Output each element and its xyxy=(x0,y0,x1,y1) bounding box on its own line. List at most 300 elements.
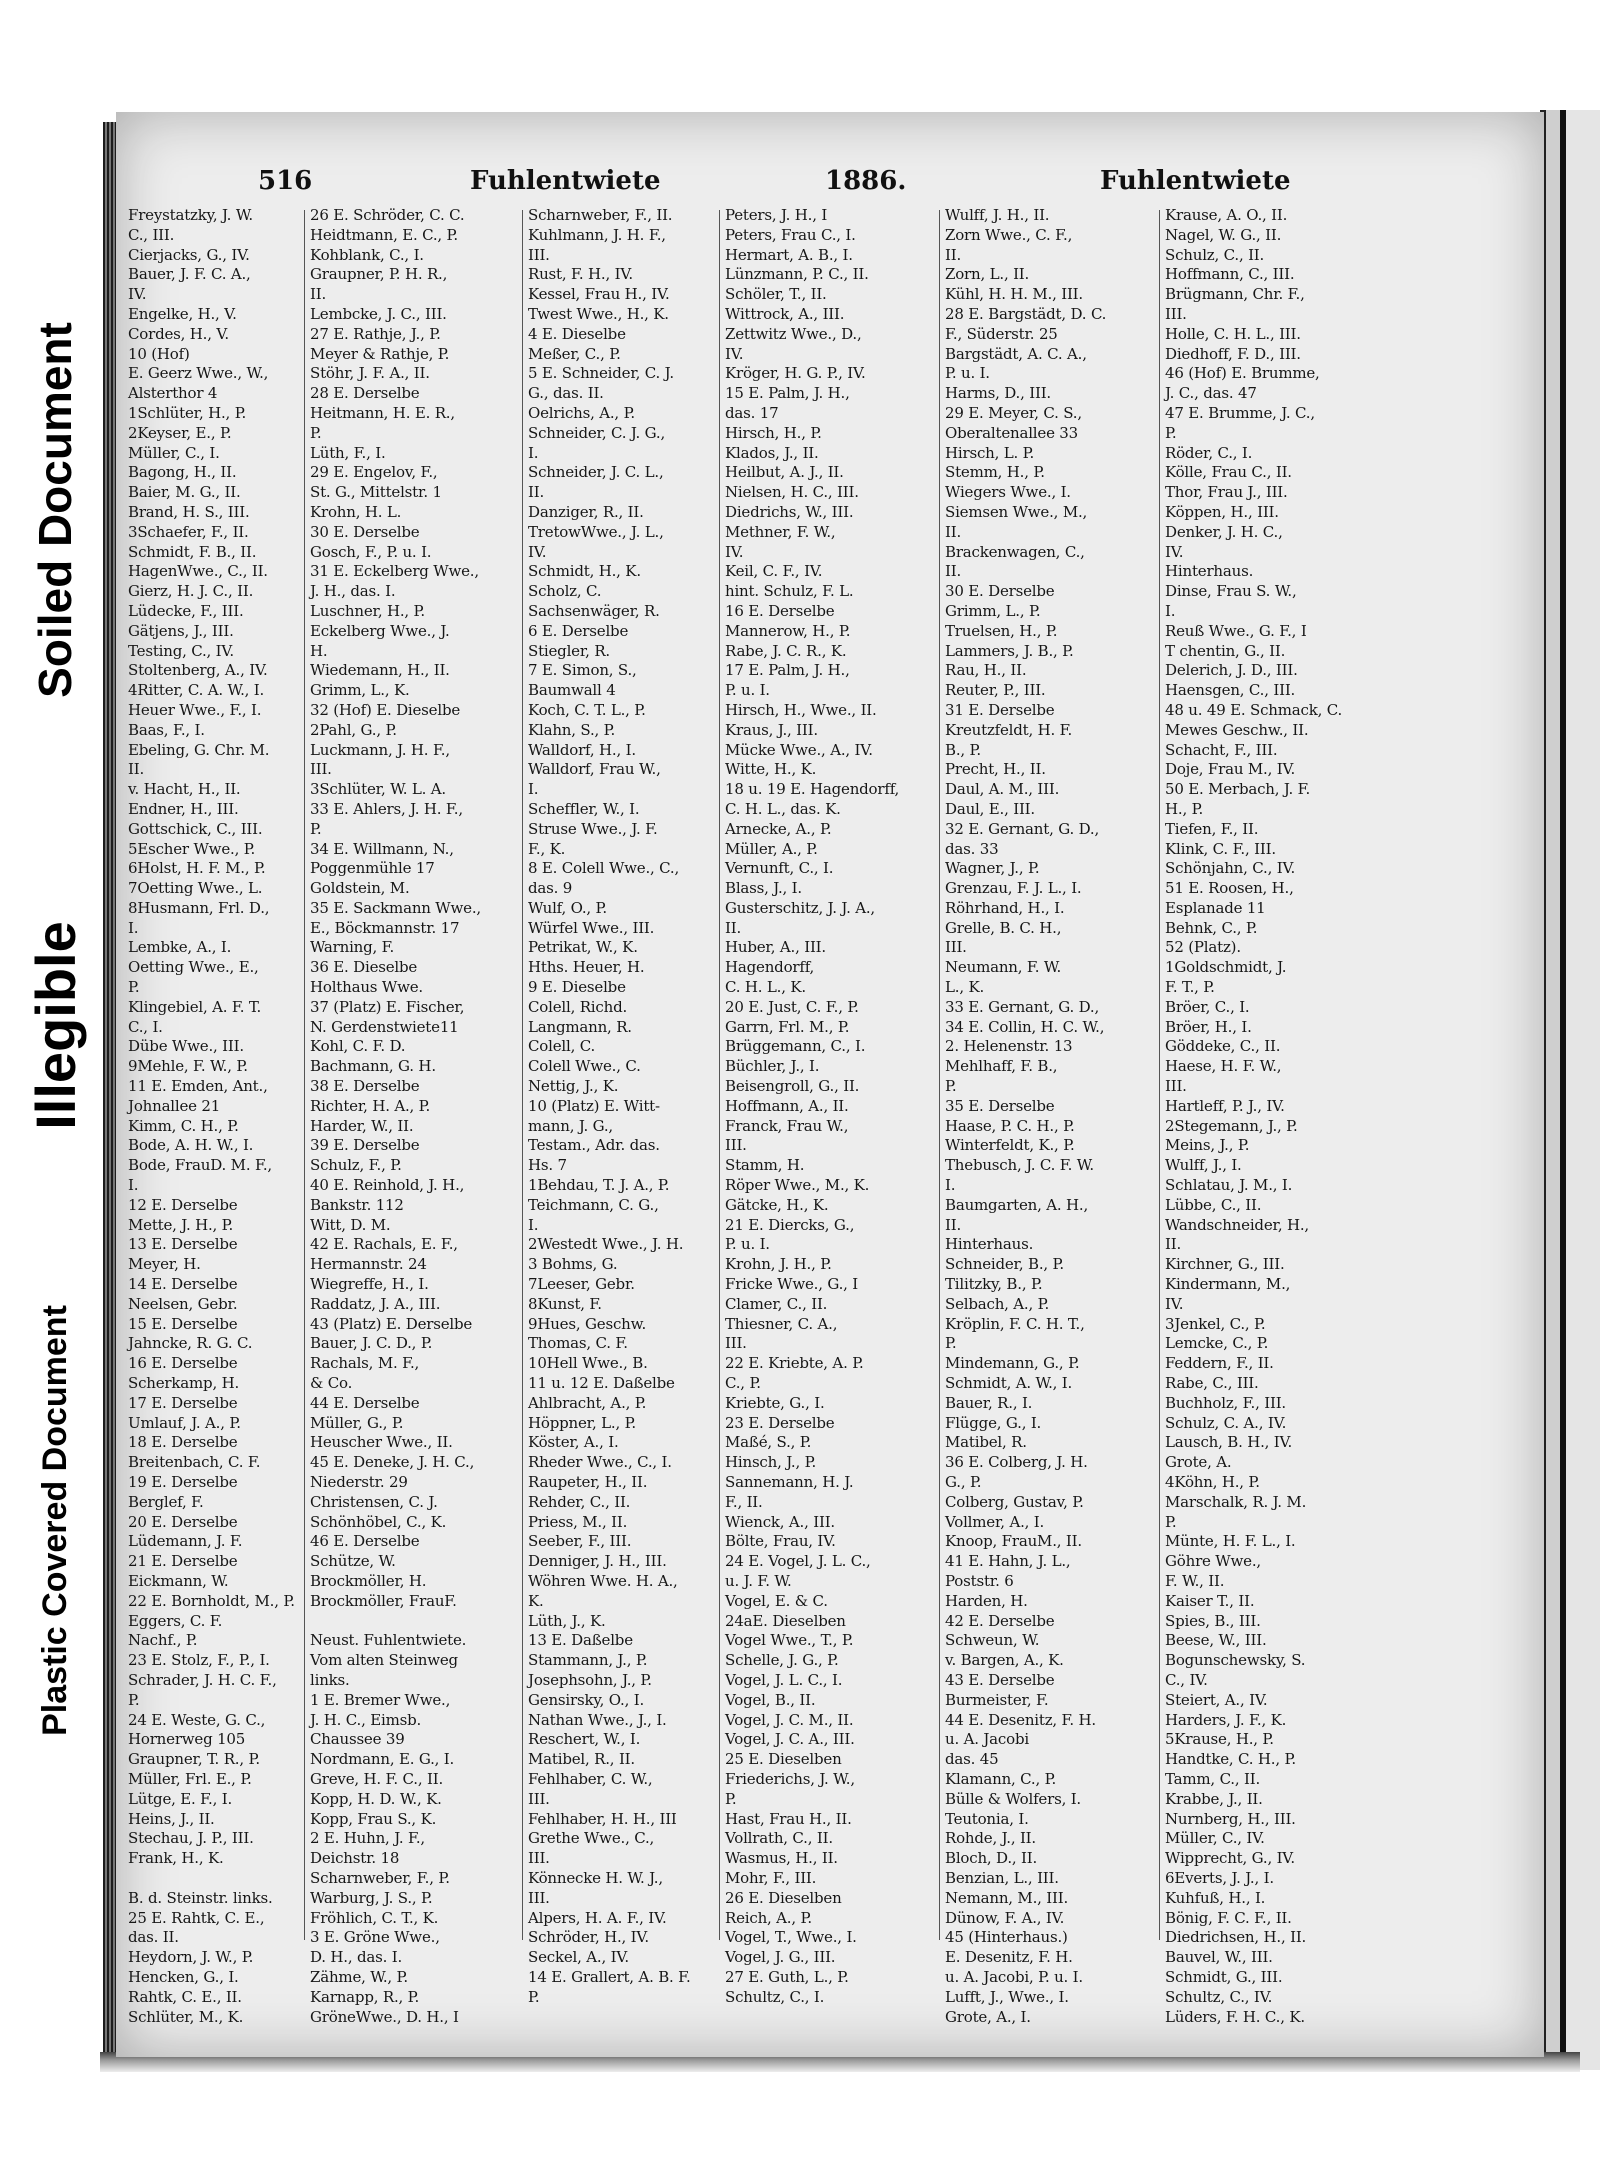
directory-entry: Thomas, C. F. xyxy=(528,1334,628,1353)
directory-entry: Klados, J., II. xyxy=(725,443,819,462)
directory-entry: III. xyxy=(528,1789,550,1808)
directory-entry: Eggers, C. F. xyxy=(128,1611,223,1630)
directory-entry: Meßer, C., P. xyxy=(528,344,621,363)
directory-entry: 13 E. Derselbe xyxy=(128,1235,238,1254)
directory-entry: II. xyxy=(725,918,742,937)
directory-entry: II. xyxy=(128,760,145,779)
directory-entry: IV. xyxy=(725,344,744,363)
directory-entry: Wienck, A., III. xyxy=(725,1512,835,1531)
directory-entry: I. xyxy=(528,443,539,462)
directory-entry: Frank, H., K. xyxy=(128,1849,224,1868)
directory-entry: 18 u. 19 E. Hagendorff, xyxy=(725,780,900,799)
directory-entry: Bauvel, W., III. xyxy=(1165,1948,1273,1967)
directory-entry: Colell, Richd. xyxy=(528,997,628,1016)
directory-entry: Berglef, F. xyxy=(128,1492,204,1511)
directory-entry: Schneider, J. C. L., xyxy=(528,463,664,482)
directory-entry: Reuß Wwe., G. F., I xyxy=(1165,621,1307,640)
directory-entry: E. Geerz Wwe., W., xyxy=(128,364,269,383)
directory-entry: Harden, H. xyxy=(945,1591,1028,1610)
directory-entry: 35 E. Sackmann Wwe., xyxy=(310,898,481,917)
directory-entry: II. xyxy=(310,285,327,304)
directory-entry: Scheffler, W., I. xyxy=(528,799,640,818)
directory-entry: 16 E. Derselbe xyxy=(128,1354,238,1373)
directory-entry: Nathan Wwe., J., I. xyxy=(528,1710,667,1729)
directory-entry: Teichmann, C. G., xyxy=(528,1195,659,1214)
directory-entry: Schmidt, H., K. xyxy=(528,562,641,581)
directory-entry: Nurnberg, H., III. xyxy=(1165,1809,1296,1828)
directory-entry: Karnapp, R., P. xyxy=(310,1987,420,2006)
column-rule xyxy=(522,210,523,1940)
directory-entry: Lütge, E. F., I. xyxy=(128,1789,233,1808)
directory-entry: 10 (Hof) xyxy=(128,344,190,363)
directory-entry: 2Stegemann, J., P. xyxy=(1165,1116,1298,1135)
directory-entry: Neelsen, Gebr. xyxy=(128,1294,238,1313)
directory-entry: 44 E. Desenitz, F. H. xyxy=(945,1710,1097,1729)
directory-entry: 3 E. Gröne Wwe., xyxy=(310,1928,440,1947)
directory-entry: Kuhlmann, J. H. F., xyxy=(528,225,666,244)
directory-entry: Schneider, C. J. G., xyxy=(528,423,666,442)
directory-entry: Müller, C., IV. xyxy=(1165,1829,1265,1848)
directory-entry: 24aE. Dieselben xyxy=(725,1611,846,1630)
directory-entry: 28 E. Bargstädt, D. C. xyxy=(945,304,1107,323)
directory-entry: Eckelberg Wwe., J. xyxy=(310,621,450,640)
directory-entry: Vogel, J. C. A., III. xyxy=(725,1730,855,1749)
directory-entry: Denker, J. H. C., xyxy=(1165,522,1283,541)
directory-entry: II. xyxy=(528,483,545,502)
directory-entry: Graupner, P. H. R., xyxy=(310,265,448,284)
directory-entry: Haensgen, C., III. xyxy=(1165,681,1296,700)
directory-entry: Nielsen, H. C., III. xyxy=(725,483,859,502)
directory-entry: 42 E. Derselbe xyxy=(945,1611,1055,1630)
directory-entry: Krabbe, J., II. xyxy=(1165,1789,1263,1808)
directory-entry: Mannerow, H., P. xyxy=(725,621,851,640)
directory-entry: Krohn, J. H., P. xyxy=(725,1255,832,1274)
illegible-label: Illegible xyxy=(23,920,87,1130)
directory-entry: Gottschick, C., III. xyxy=(128,819,263,838)
directory-entry: 15 E. Derselbe xyxy=(128,1314,238,1333)
directory-entry: Schütze, W. xyxy=(310,1552,396,1571)
directory-entry: Rohde, J., II. xyxy=(945,1829,1036,1848)
directory-entry: Schulz, C., II. xyxy=(1165,245,1265,264)
directory-entry: u. A. Jacobi xyxy=(945,1730,1029,1749)
directory-entry: III. xyxy=(1165,304,1187,323)
directory-entry: Bröer, H., I. xyxy=(1165,1017,1252,1036)
directory-column xyxy=(1165,206,1380,2026)
directory-entry: Stechau, J. P., III. xyxy=(128,1829,254,1848)
directory-entry: Selbach, A., P. xyxy=(945,1294,1050,1313)
directory-entry: Wandschneider, H., xyxy=(1165,1215,1309,1234)
directory-entry: das. 9 xyxy=(528,879,573,898)
directory-entry: Buchholz, F., III. xyxy=(1165,1393,1286,1412)
directory-entry: Kuhfuß, H., I. xyxy=(1165,1888,1266,1907)
directory-entry: Grote, A., I. xyxy=(945,2007,1031,2026)
directory-entry: 48 u. 49 E. Schmack, C. xyxy=(1165,700,1343,719)
directory-entry: Bülle & Wolfers, I. xyxy=(945,1789,1081,1808)
directory-entry: Bagong, H., II. xyxy=(128,463,237,482)
directory-entry: 3Schaefer, F., II. xyxy=(128,522,249,541)
directory-columns xyxy=(128,206,1520,2026)
directory-entry: Wasmus, H., II. xyxy=(725,1849,838,1868)
directory-entry: Umlauf, J. A., P. xyxy=(128,1413,241,1432)
directory-entry: C. H. L., das. K. xyxy=(725,799,841,818)
directory-entry: Benzian, L., III. xyxy=(945,1868,1059,1887)
directory-entry: Wiedemann, H., II. xyxy=(310,661,450,680)
directory-entry: III. xyxy=(528,1888,550,1907)
directory-entry: II. xyxy=(945,562,962,581)
directory-entry: 4 E. Dieselbe xyxy=(528,324,626,343)
directory-entry: 8 E. Colell Wwe., C., xyxy=(528,859,680,878)
column-rule xyxy=(719,210,720,1940)
directory-entry: Baier, M. G., II. xyxy=(128,483,241,502)
directory-entry: u. A. Jacobi, P. u. I. xyxy=(945,1967,1083,1986)
directory-entry: 10 (Platz) E. Witt- xyxy=(528,1096,660,1115)
directory-entry: B. d. Steinstr. links. xyxy=(128,1888,273,1907)
directory-entry: 21 E. Derselbe xyxy=(128,1552,238,1571)
page-header xyxy=(140,166,1510,202)
directory-entry: Schelle, J. G., P. xyxy=(725,1651,839,1670)
directory-entry: Heidtmann, E. C., P. xyxy=(310,225,458,244)
directory-entry: 52 (Platz). xyxy=(1165,938,1241,957)
directory-entry: TretowWwe., J. L., xyxy=(528,522,664,541)
directory-entry: 31 E. Eckelberg Wwe., xyxy=(310,562,479,581)
directory-entry: 11 E. Emden, Ant., xyxy=(128,1077,268,1096)
directory-entry: Gierz, H. J. C., II. xyxy=(128,582,254,601)
directory-entry: Rau, H., II. xyxy=(945,661,1027,680)
directory-entry: 9 E. Dieselbe xyxy=(528,978,626,997)
right-street-title: Fuhlentwiete xyxy=(1100,166,1291,196)
directory-entry: Thebusch, J. C. F. W. xyxy=(945,1156,1094,1175)
directory-entry: Raddatz, J. A., III. xyxy=(310,1294,441,1313)
directory-entry: 39 E. Derselbe xyxy=(310,1136,420,1155)
directory-entry: Vogel, B., II. xyxy=(725,1690,816,1709)
directory-entry: Christensen, C. J. xyxy=(310,1492,438,1511)
directory-entry: Grelle, B. C. H., xyxy=(945,918,1062,937)
directory-entry: Stiegler, R. xyxy=(528,641,610,660)
directory-entry: Colberg, Gustav, P. xyxy=(945,1492,1084,1511)
directory-entry: Hermannstr. 24 xyxy=(310,1255,427,1274)
directory-entry: Bölte, Frau, IV. xyxy=(725,1532,836,1551)
directory-entry: Bauer, J. F. C. A., xyxy=(128,265,251,284)
directory-entry: Heuer Wwe., F., I. xyxy=(128,700,262,719)
directory-entry: Scharnweber, F., P. xyxy=(310,1868,450,1887)
directory-entry: Graupner, T. R., P. xyxy=(128,1750,260,1769)
directory-entry: III. xyxy=(945,938,967,957)
directory-entry: 14 E. Grallert, A. B. F. xyxy=(528,1967,691,1986)
directory-entry: Nemann, M., III. xyxy=(945,1888,1069,1907)
directory-entry: Klamann, C., P. xyxy=(945,1769,1057,1788)
directory-entry: H. xyxy=(310,641,328,660)
directory-entry: 25 E. Rahtk, C. E., xyxy=(128,1908,265,1927)
directory-entry: Goldstein, M. xyxy=(310,879,410,898)
directory-entry: Lünzmann, P. C., II. xyxy=(725,265,869,284)
directory-entry: Diedhoff, F. D., III. xyxy=(1165,344,1301,363)
directory-entry: Schönjahn, C., IV. xyxy=(1165,859,1296,878)
directory-entry: F., Süderstr. 25 xyxy=(945,324,1058,343)
directory-entry: F. T., P. xyxy=(1165,978,1215,997)
directory-entry: Höppner, L., P. xyxy=(528,1413,636,1432)
directory-entry: Kessel, Frau H., IV. xyxy=(528,285,670,304)
directory-entry: Struse Wwe., J. F. xyxy=(528,819,658,838)
directory-entry: Kopp, H. D. W., K. xyxy=(310,1789,442,1808)
directory-entry: L., K. xyxy=(945,978,985,997)
directory-entry: Witte, H., K. xyxy=(725,760,817,779)
directory-entry: 29 E. Meyer, C. S., xyxy=(945,403,1082,422)
directory-entry: Stemm, H., P. xyxy=(945,463,1045,482)
soiled-document-label: Soiled Document xyxy=(29,322,81,698)
directory-entry: Baumwall 4 xyxy=(528,681,616,700)
directory-entry: Lammers, J. B., P. xyxy=(945,641,1074,660)
directory-entry: Richter, H. A., P. xyxy=(310,1096,431,1115)
directory-entry: 31 E. Derselbe xyxy=(945,700,1055,719)
directory-entry: 7Oetting Wwe., L. xyxy=(128,879,263,898)
directory-entry: 13 E. Daßelbe xyxy=(528,1631,633,1650)
directory-entry: IV. xyxy=(528,542,547,561)
directory-entry: Rachals, M. F., xyxy=(310,1354,420,1373)
directory-entry: Oetting Wwe., E., xyxy=(128,958,259,977)
directory-entry: Rahtk, C. E., II. xyxy=(128,1987,242,2006)
directory-entry: Teutonia, I. xyxy=(945,1809,1029,1828)
directory-entry: 20 E. Just, C. F., P. xyxy=(725,997,859,1016)
directory-entry: Petrikat, W., K. xyxy=(528,938,638,957)
directory-entry: III. xyxy=(725,1136,747,1155)
directory-entry: Brockmöller, H. xyxy=(310,1571,427,1590)
directory-entry: Brockmöller, FrauF. xyxy=(310,1591,457,1610)
directory-column xyxy=(528,206,717,2006)
directory-entry: IV. xyxy=(128,285,147,304)
directory-entry: Harders, J. F., K. xyxy=(1165,1710,1287,1729)
directory-entry: Reich, A., P. xyxy=(725,1908,812,1927)
directory-entry: Kopp, Frau S., K. xyxy=(310,1809,437,1828)
directory-entry: Mindemann, G., P. xyxy=(945,1354,1080,1373)
directory-entry: Heuscher Wwe., II. xyxy=(310,1433,453,1452)
directory-entry: Wittrock, A., III. xyxy=(725,304,845,323)
directory-entry: 2Keyser, E., P. xyxy=(128,423,232,442)
directory-entry: v. Bargen, A., K. xyxy=(945,1651,1064,1670)
directory-entry: Heydorn, J. W., P. xyxy=(128,1948,254,1967)
directory-entry: Dinse, Frau S. W., xyxy=(1165,582,1297,601)
directory-entry: Poststr. 6 xyxy=(945,1571,1014,1590)
directory-entry: Witt, D. M. xyxy=(310,1215,391,1234)
directory-entry: II. xyxy=(945,1215,962,1234)
directory-entry: D. H., das. I. xyxy=(310,1948,403,1967)
directory-entry: Nagel, W. G., II. xyxy=(1165,225,1282,244)
directory-entry: Bröer, C., I. xyxy=(1165,997,1250,1016)
directory-entry: Zorn, L., II. xyxy=(945,265,1030,284)
directory-entry: Stamm, H. xyxy=(725,1156,805,1175)
directory-entry: Lembke, A., I. xyxy=(128,938,232,957)
directory-entry: Grimm, L., K. xyxy=(310,681,410,700)
directory-entry: Baumgarten, A. H., xyxy=(945,1195,1089,1214)
directory-entry: Kölle, Frau C., II. xyxy=(1165,463,1292,482)
directory-entry: Vogel, J. L. C., I. xyxy=(725,1670,843,1689)
directory-entry: Clamer, C., II. xyxy=(725,1294,828,1313)
directory-entry: 38 E. Derselbe xyxy=(310,1077,420,1096)
directory-entry: Neumann, F. W. xyxy=(945,958,1062,977)
directory-entry: Peters, Frau C., I. xyxy=(725,225,856,244)
directory-entry: Bode, A. H. W., I. xyxy=(128,1136,254,1155)
directory-entry: Maßé, S., P. xyxy=(725,1433,812,1452)
directory-entry: Breitenbach, C. F. xyxy=(128,1453,261,1472)
directory-entry: Köppen, H., III. xyxy=(1165,502,1279,521)
directory-entry: Brackenwagen, C., xyxy=(945,542,1085,561)
directory-entry: Walldorf, Frau W., xyxy=(528,760,661,779)
directory-entry: Matibel, R. xyxy=(945,1433,1027,1452)
directory-entry: Schulz, F., P. xyxy=(310,1156,402,1175)
directory-entry: Reuter, P., III. xyxy=(945,681,1046,700)
directory-entry xyxy=(128,1869,302,1889)
column-rule xyxy=(939,210,940,1940)
directory-entry: H., P. xyxy=(1165,799,1204,818)
directory-entry: Feddern, F., II. xyxy=(1165,1354,1274,1373)
directory-entry: II. xyxy=(945,245,962,264)
directory-entry: Burmeister, F. xyxy=(945,1690,1049,1709)
directory-entry: J. H. C., Eimsb. xyxy=(310,1710,422,1729)
directory-entry: 24 E. Vogel, J. L. C., xyxy=(725,1552,871,1571)
directory-entry: P. u. I. xyxy=(945,364,990,383)
directory-entry: Schröder, H., IV. xyxy=(528,1928,649,1947)
directory-entry: 35 E. Derselbe xyxy=(945,1096,1055,1115)
directory-entry: Würfel Wwe., III. xyxy=(528,918,655,937)
directory-entry: Haase, P. C. H., P. xyxy=(945,1116,1075,1135)
directory-entry: Lüth, J., K. xyxy=(528,1611,606,1630)
directory-entry: 5Escher Wwe., P. xyxy=(128,839,256,858)
directory-entry: Brüggemann, C., I. xyxy=(725,1037,866,1056)
directory-entry: 2. Helenenstr. 13 xyxy=(945,1037,1073,1056)
directory-entry: Göhre Wwe., xyxy=(1165,1552,1261,1571)
directory-entry: Testam., Adr. das. xyxy=(528,1136,660,1155)
directory-entry: 7 E. Simon, S., xyxy=(528,661,637,680)
directory-entry: Hinsch, J., P. xyxy=(725,1453,817,1472)
directory-entry: Hirsch, H., P. xyxy=(725,423,822,442)
directory-entry: 24 E. Weste, G. C., xyxy=(128,1710,266,1729)
directory-entry: G., das. II. xyxy=(528,384,604,403)
directory-entry: Stöhr, J. F. A., II. xyxy=(310,364,430,383)
directory-entry: Krause, A. O., II. xyxy=(1165,206,1288,224)
directory-entry: Daul, E., III. xyxy=(945,799,1035,818)
directory-entry: 22 E. Bornholdt, M., P. xyxy=(128,1591,295,1610)
directory-entry: Seeber, F., III. xyxy=(528,1532,632,1551)
directory-entry: Walldorf, H., I. xyxy=(528,740,636,759)
directory-entry: Vogel Wwe., T., P. xyxy=(725,1631,854,1650)
directory-entry: Neust. Fuhlentwiete. xyxy=(310,1631,467,1650)
directory-entry: 45 E. Deneke, J. H. C., xyxy=(310,1453,475,1472)
directory-entry: Fehlhaber, C. W., xyxy=(528,1769,653,1788)
directory-entry: Gensirsky, O., I. xyxy=(528,1690,645,1709)
directory-entry: Vogel, J. C. M., II. xyxy=(725,1710,854,1729)
directory-entry: P. xyxy=(1165,423,1177,442)
directory-entry: P. xyxy=(945,1077,957,1096)
directory-entry: Alsterthor 4 xyxy=(128,384,218,403)
directory-entry: 23 E. Derselbe xyxy=(725,1413,835,1432)
page-stack-edge xyxy=(103,122,117,2054)
directory-entry: Steiert, A., IV. xyxy=(1165,1690,1268,1709)
directory-entry: Oberaltenallee 33 xyxy=(945,423,1078,442)
directory-entry: Luckmann, J. H. F., xyxy=(310,740,450,759)
directory-entry: Holle, C. H. L., III. xyxy=(1165,324,1301,343)
directory-entry: Dünow, F. A., IV. xyxy=(945,1908,1065,1927)
directory-entry: Münte, H. F. L., I. xyxy=(1165,1532,1296,1551)
directory-entry: Köster, A., I. xyxy=(528,1433,619,1452)
directory-entry: 27 E. Guth, L., P. xyxy=(725,1967,849,1986)
directory-entry: Baas, F., I. xyxy=(128,720,205,739)
directory-entry: Schlüter, M., K. xyxy=(128,2007,244,2026)
directory-entry: & Co. xyxy=(310,1374,353,1393)
directory-entry: Beese, W., III. xyxy=(1165,1631,1267,1650)
directory-entry: Bode, FrauD. M. F., xyxy=(128,1156,272,1175)
directory-entry: Gätjens, J., III. xyxy=(128,621,234,640)
directory-entry: Lüth, F., I. xyxy=(310,443,386,462)
directory-entry: Oelrichs, A., P. xyxy=(528,403,635,422)
directory-entry: Knoop, FrauM., II. xyxy=(945,1532,1082,1551)
directory-entry: Priess, M., II. xyxy=(528,1512,628,1531)
directory-entry: 36 E. Dieselbe xyxy=(310,958,418,977)
directory-entry: Niederstr. 29 xyxy=(310,1473,408,1491)
directory-entry: Diedrichs, W., III. xyxy=(725,502,854,521)
directory-entry: Fehlhaber, H. H., III xyxy=(528,1809,677,1828)
directory-entry: E. Desenitz, F. H. xyxy=(945,1948,1073,1967)
directory-entry: I. xyxy=(528,780,539,799)
directory-entry: 32 (Hof) E. Dieselbe xyxy=(310,700,461,719)
directory-entry: Koch, C. T. L., P. xyxy=(528,700,646,719)
directory-entry: Seckel, A., IV. xyxy=(528,1948,629,1967)
directory-entry: Göddeke, C., II. xyxy=(1165,1037,1281,1056)
directory-entry: Kindermann, M., xyxy=(1165,1275,1291,1294)
directory-entry: 47 E. Brumme, J. C., xyxy=(1165,403,1315,422)
directory-entry: T chentin, G., II. xyxy=(1165,641,1286,660)
directory-entry: Bauer, J. C. D., P. xyxy=(310,1334,433,1353)
directory-entry: Rheder Wwe., C., I. xyxy=(528,1453,672,1472)
directory-entry: P. xyxy=(310,423,322,442)
directory-entry: Rabe, J. C. R., K. xyxy=(725,641,847,660)
directory-entry: Grote, A. xyxy=(1165,1453,1232,1472)
directory-entry: 1Schlüter, H., P. xyxy=(128,403,247,422)
directory-entry: Mücke Wwe., A., IV. xyxy=(725,740,873,759)
directory-entry xyxy=(310,1612,520,1632)
directory-entry: Blass, J., I. xyxy=(725,879,802,898)
directory-entry: Heilbut, A. J., II. xyxy=(725,463,844,482)
directory-entry: Ebeling, G. Chr. M. xyxy=(128,740,270,759)
directory-entry: 30 E. Derselbe xyxy=(945,582,1055,601)
directory-entry: Colell Wwe., C. xyxy=(528,1057,641,1076)
directory-entry: Flügge, G., I. xyxy=(945,1413,1042,1432)
directory-entry: 19 E. Derselbe xyxy=(128,1473,238,1491)
directory-column xyxy=(310,206,520,2026)
directory-entry: IV. xyxy=(725,542,744,561)
directory-entry: 5 E. Schneider, C. J. xyxy=(528,364,674,383)
directory-entry: Meyer & Rathje, P. xyxy=(310,344,450,363)
directory-entry: Lüdemann, J. F. xyxy=(128,1532,243,1551)
directory-entry: Beisengroll, G., II. xyxy=(725,1077,860,1096)
directory-entry: 6Everts, J. J., I. xyxy=(1165,1868,1274,1887)
directory-entry: P. xyxy=(128,1690,140,1709)
directory-entry: Stammann, J., P. xyxy=(528,1651,648,1670)
directory-entry: v. Hacht, H., II. xyxy=(128,780,241,799)
directory-entry: Scholz, C. xyxy=(528,582,602,601)
directory-entry: Krohn, H. L. xyxy=(310,502,402,521)
directory-entry: III. xyxy=(528,245,550,264)
directory-entry: Garrn, Frl. M., P. xyxy=(725,1017,850,1036)
directory-column xyxy=(725,206,937,2006)
directory-entry: Schmidt, G., III. xyxy=(1165,1967,1283,1986)
directory-entry: Hs. 7 xyxy=(528,1156,567,1175)
directory-entry: III. xyxy=(528,1849,550,1868)
directory-entry: Kreutzfeldt, H. F. xyxy=(945,720,1073,739)
directory-entry: Lembcke, J. C., III. xyxy=(310,304,447,323)
directory-entry: Schweun, W. xyxy=(945,1631,1040,1650)
directory-entry: 4Köhn, H., P. xyxy=(1165,1473,1260,1491)
directory-entry: GröneWwe., D. H., I xyxy=(310,2007,459,2026)
directory-entry: Kaiser T., II. xyxy=(1165,1591,1255,1610)
